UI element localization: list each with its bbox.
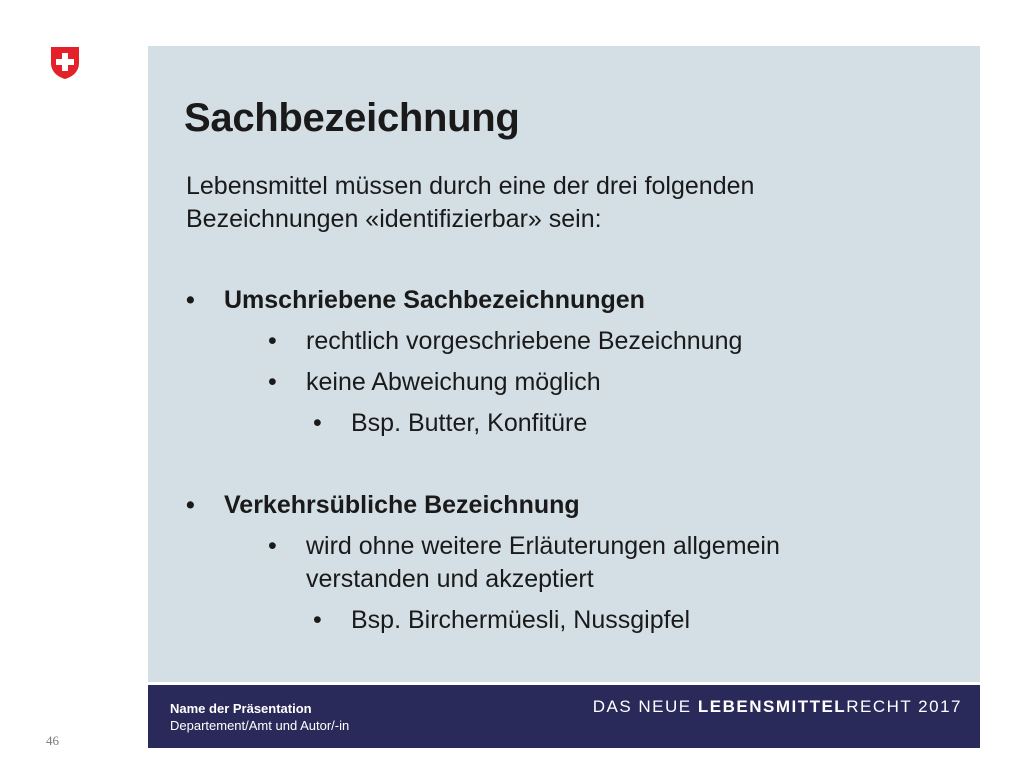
bullet-icon: • bbox=[186, 286, 195, 314]
slide-intro: Lebensmittel müssen durch eine der drei folgenden Bezeichnungen «identifizierbar» sein: bbox=[186, 172, 755, 233]
bullet-icon: • bbox=[313, 606, 322, 634]
presentation-author: Departement/Amt und Autor/-in bbox=[170, 718, 350, 733]
bullet-text: keine Abweichung möglich bbox=[306, 368, 601, 396]
bullet-item bbox=[186, 284, 645, 317]
bullet-icon: • bbox=[186, 491, 195, 519]
bullet-icon: • bbox=[313, 409, 322, 437]
bullet-text: verstanden und akzeptiert bbox=[306, 565, 594, 593]
bullet-text: wird ohne weitere Erläuterungen allgemein bbox=[306, 532, 780, 560]
bullet-item bbox=[268, 530, 780, 563]
bullet-text: Bsp. Butter, Konfitüre bbox=[351, 409, 588, 437]
bullet-text: Umschriebene Sachbezeichnungen bbox=[224, 286, 645, 314]
brand-suffix: RECHT 2017 bbox=[846, 697, 962, 716]
brand-wordmark bbox=[593, 697, 962, 717]
bullet-item bbox=[313, 407, 588, 440]
brand-strong: LEBENSMITTEL bbox=[697, 697, 847, 716]
bullet-text: Bsp. Birchermüesli, Nussgipfel bbox=[351, 606, 691, 634]
page-number: 46 bbox=[46, 733, 59, 748]
bullet-text: rechtlich vorgeschriebene Bezeichnung bbox=[306, 327, 743, 355]
bullet-item bbox=[186, 489, 580, 522]
bullet-item bbox=[313, 604, 691, 637]
footer-bar bbox=[148, 685, 980, 748]
bullet-text: Verkehrsübliche Bezeichnung bbox=[224, 491, 580, 519]
bullet-item bbox=[268, 325, 743, 358]
presentation-name: Name der Präsentation bbox=[170, 701, 312, 716]
bullet-continuation bbox=[306, 563, 594, 596]
bullet-item bbox=[268, 366, 601, 399]
brand-prefix: DAS NEUE bbox=[592, 697, 698, 716]
swiss-cross-shield-icon bbox=[50, 46, 80, 80]
slide-title: Sachbezeichnung bbox=[184, 96, 520, 140]
bullet-icon: • bbox=[268, 532, 277, 560]
bullet-icon: • bbox=[268, 368, 277, 396]
bullet-icon: • bbox=[268, 327, 277, 355]
